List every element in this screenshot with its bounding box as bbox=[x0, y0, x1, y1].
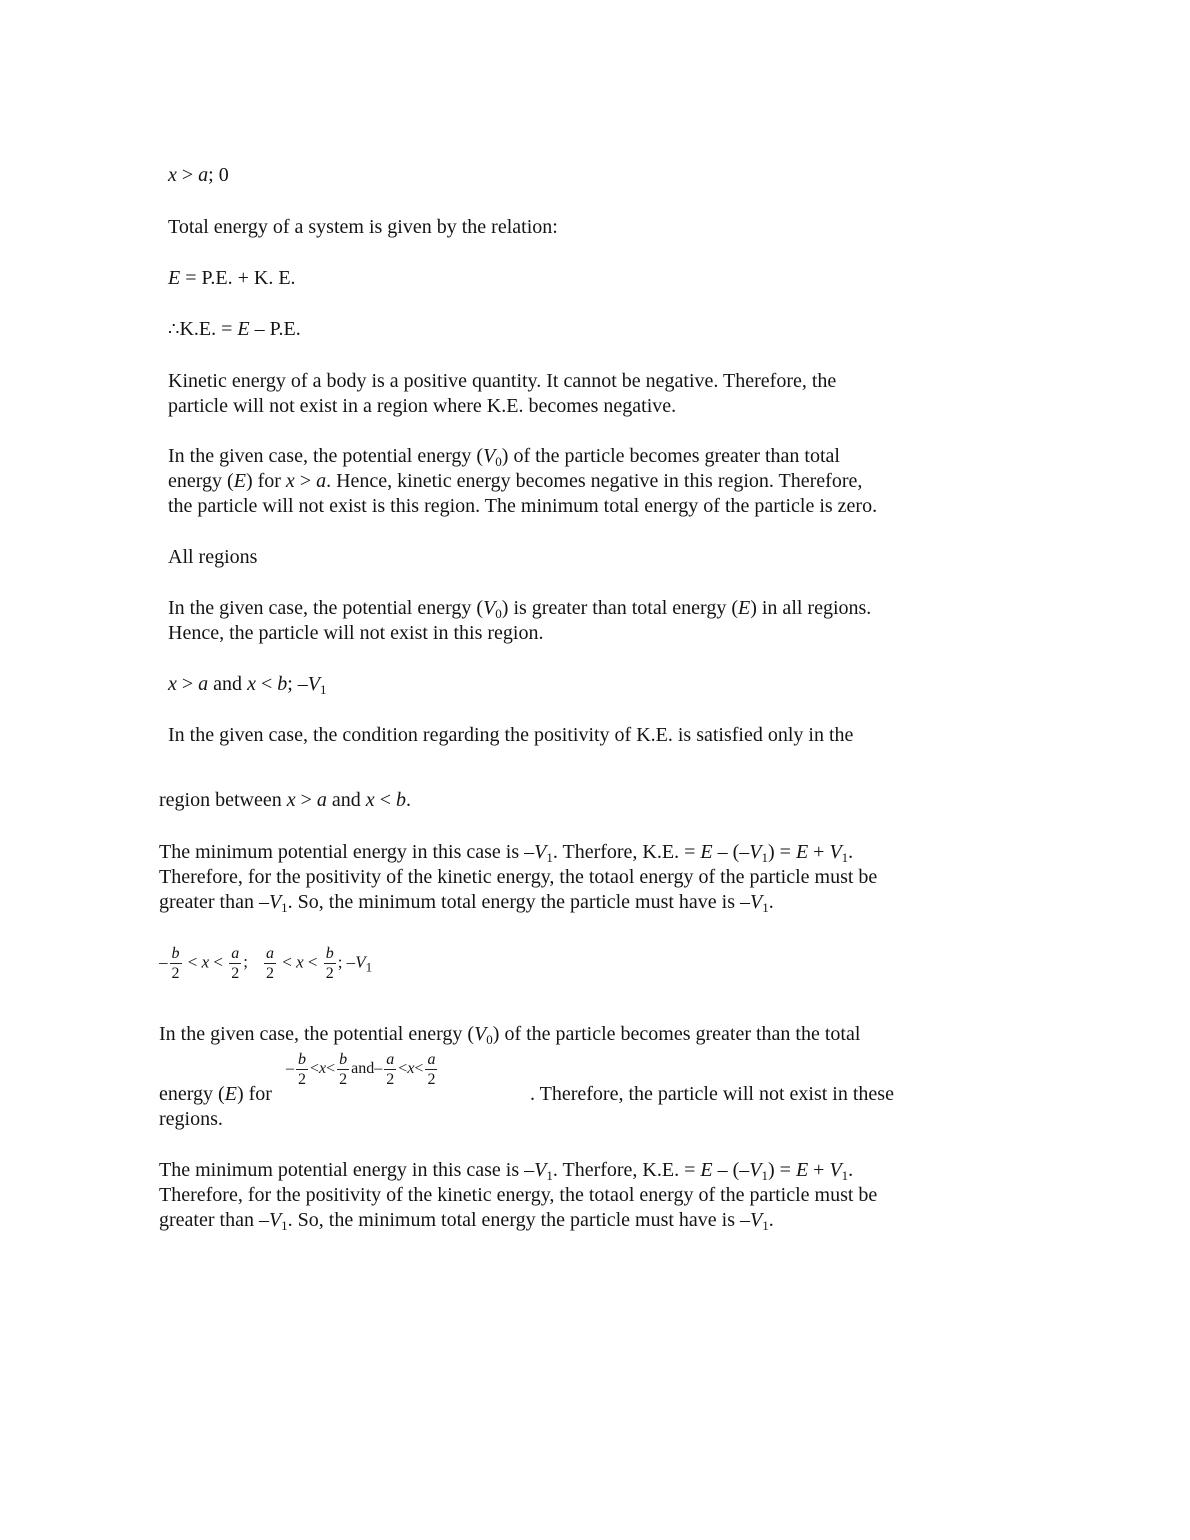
fraction-b-over-2 bbox=[170, 944, 182, 983]
text-span: The minimum potential energy in this case is – bbox=[159, 841, 535, 863]
fraction-numerator: a bbox=[427, 1051, 436, 1068]
var-b: b bbox=[395, 789, 406, 811]
text-span: + bbox=[808, 1159, 830, 1181]
text-span: . Hence, kinetic energy becomes negative in this region. Therefore, bbox=[326, 470, 863, 492]
fraction-denominator: 2 bbox=[298, 1071, 306, 1088]
fraction-numerator: a bbox=[265, 945, 274, 962]
subscript: 1 bbox=[546, 1168, 553, 1183]
minus: – bbox=[286, 1060, 294, 1078]
fraction-numerator: b bbox=[171, 945, 180, 962]
text-line: Hence, the particle will not exist in this region. bbox=[168, 622, 544, 644]
relation: > bbox=[295, 789, 317, 811]
text-span: energy ( bbox=[168, 470, 234, 492]
text-line: Therefore, for the positivity of the kinetic energy, the totaol energy of the particle must be bbox=[159, 866, 878, 888]
text-span: . bbox=[848, 1159, 854, 1181]
separator: ; bbox=[208, 164, 219, 186]
var-e: E bbox=[224, 1083, 237, 1105]
var-e: E bbox=[795, 841, 809, 863]
fraction-numerator: a bbox=[386, 1051, 395, 1068]
case-4-line-2-right: . Therefore, the particle will not exist in these bbox=[530, 1083, 894, 1105]
relation: < bbox=[310, 1060, 320, 1078]
paragraph-case-2 bbox=[168, 596, 871, 646]
text-span: . Therfore, K.E. = bbox=[552, 841, 701, 863]
case-4-line-2-left bbox=[159, 1082, 272, 1107]
relation: < bbox=[374, 789, 396, 811]
paragraph-min-potential-2 bbox=[159, 1158, 877, 1233]
text-span: ) for bbox=[236, 1083, 272, 1105]
text-line bbox=[168, 444, 877, 469]
subscript: 1 bbox=[761, 1168, 768, 1183]
equation-total-energy bbox=[168, 266, 296, 291]
var-x: x bbox=[319, 1060, 327, 1078]
var-x: x bbox=[201, 952, 210, 972]
fraction-a-over-2 bbox=[425, 1050, 437, 1089]
region-answer-2: All regions bbox=[168, 546, 258, 568]
text-span: In the given case, the potential energy ( bbox=[168, 445, 484, 467]
var-x: x bbox=[168, 164, 177, 186]
relation: > bbox=[176, 164, 199, 186]
relation: < bbox=[209, 952, 228, 972]
fraction-b-over-2 bbox=[296, 1050, 308, 1089]
var-e: E bbox=[795, 1159, 809, 1181]
text-span: and bbox=[208, 673, 248, 695]
text-line bbox=[159, 1158, 877, 1183]
text-span: . Therfore, K.E. = bbox=[552, 1159, 701, 1181]
subscript: 1 bbox=[281, 1218, 288, 1233]
text-line bbox=[168, 596, 871, 621]
var-e: E bbox=[233, 470, 246, 492]
subscript: 0 bbox=[495, 606, 502, 621]
subscript: 1 bbox=[841, 850, 849, 865]
var-v: V bbox=[749, 841, 762, 863]
var-v: V bbox=[474, 1023, 487, 1045]
subscript: 1 bbox=[281, 900, 288, 915]
case-4-line-1 bbox=[159, 1022, 860, 1047]
minus: – bbox=[297, 673, 308, 695]
fraction-denominator: 2 bbox=[386, 1071, 395, 1088]
var-e: E bbox=[168, 267, 181, 289]
text-line: the particle will not exist is this region. The minimum total energy of the particle is zero. bbox=[168, 495, 878, 517]
var-e: E bbox=[700, 1159, 713, 1181]
var-v: V bbox=[749, 1159, 762, 1181]
text-line bbox=[159, 890, 877, 915]
text-span: In the given case, the potential energy ( bbox=[159, 1023, 475, 1045]
var-v: V bbox=[750, 1209, 763, 1231]
energy-value: 0 bbox=[218, 164, 229, 186]
var-v: V bbox=[534, 841, 547, 863]
case-3-text-part-1: In the given case, the condition regarding the positivity of K.E. is satisfied only in the bbox=[168, 724, 854, 746]
text-span: region between bbox=[159, 789, 287, 811]
region-answer-4 bbox=[159, 944, 372, 983]
subscript: 1 bbox=[841, 1168, 849, 1183]
therefore-symbol: ∴ bbox=[168, 319, 180, 339]
minus: – bbox=[159, 952, 168, 972]
equation-rhs: = P.E. + K. E. bbox=[180, 267, 296, 289]
text-span: ) of the particle becomes greater than the total bbox=[492, 1023, 861, 1045]
text-span: . bbox=[768, 891, 774, 913]
text-span: . bbox=[768, 1209, 774, 1231]
fraction-b-over-2 bbox=[324, 944, 336, 983]
text-span: . bbox=[405, 789, 411, 811]
minus: – bbox=[374, 1060, 383, 1078]
text-span: In the given case, the potential energy ( bbox=[168, 597, 484, 619]
text-line bbox=[168, 469, 877, 494]
relation: > bbox=[294, 470, 317, 492]
case-4-inequality bbox=[286, 1050, 439, 1089]
fraction-numerator: b bbox=[339, 1051, 348, 1068]
var-a: a bbox=[316, 470, 327, 492]
fraction-a-over-2 bbox=[264, 944, 276, 983]
separator: ; bbox=[243, 952, 248, 972]
var-v: V bbox=[483, 445, 496, 467]
text-span: and bbox=[351, 1060, 375, 1078]
separator: ; bbox=[287, 673, 298, 695]
equation-kinetic-energy bbox=[168, 317, 301, 342]
region-answer-3 bbox=[168, 672, 327, 697]
var-v: V bbox=[355, 952, 366, 972]
var-x: x bbox=[365, 789, 375, 811]
text-span: – (– bbox=[712, 1159, 750, 1181]
var-x: x bbox=[296, 952, 304, 972]
text-span: and bbox=[326, 789, 366, 811]
var-v: V bbox=[534, 1159, 547, 1181]
subscript: 1 bbox=[762, 1218, 769, 1233]
subscript: 1 bbox=[320, 682, 327, 697]
relation: < bbox=[414, 1060, 424, 1078]
paragraph-case-1 bbox=[168, 444, 877, 519]
var-x: x bbox=[285, 470, 295, 492]
var-x: x bbox=[407, 1060, 415, 1078]
text-span: ) is greater than total energy ( bbox=[501, 597, 738, 619]
fraction-numerator: b bbox=[298, 1051, 306, 1068]
fraction-numerator: b bbox=[325, 945, 334, 962]
fraction-denominator: 2 bbox=[325, 965, 334, 982]
var-v: V bbox=[750, 891, 763, 913]
relation: < bbox=[398, 1060, 408, 1078]
fraction-denominator: 2 bbox=[231, 965, 240, 982]
text-span: . So, the minimum total energy the particle must have is – bbox=[287, 1209, 750, 1231]
text-span: energy ( bbox=[159, 1083, 225, 1105]
var-v: V bbox=[268, 1209, 282, 1231]
text-span: . So, the minimum total energy the particle must have is – bbox=[287, 891, 750, 913]
case-3-text-part-2 bbox=[159, 788, 411, 813]
var-e: E bbox=[237, 318, 250, 340]
total-energy-intro: Total energy of a system is given by the relation: bbox=[168, 216, 558, 238]
text-span: . bbox=[848, 841, 854, 863]
text-span: ) of the particle becomes greater than total bbox=[501, 445, 840, 467]
var-x: x bbox=[286, 789, 296, 811]
subscript: 1 bbox=[546, 850, 553, 865]
var-a: a bbox=[198, 673, 209, 695]
var-b: b bbox=[277, 673, 288, 695]
separator: ; – bbox=[337, 952, 356, 972]
fraction-a-over-2 bbox=[384, 1050, 396, 1089]
var-e: E bbox=[738, 597, 751, 619]
text-span: greater than – bbox=[159, 1209, 269, 1231]
subscript: 1 bbox=[761, 850, 768, 865]
text-line: particle will not exist in a region where K.E. becomes negative. bbox=[168, 395, 677, 417]
case-4-line-3: regions. bbox=[159, 1108, 223, 1130]
relation: < bbox=[183, 952, 202, 972]
text-span: greater than – bbox=[159, 891, 269, 913]
relation: < bbox=[277, 952, 297, 972]
text-line: Kinetic energy of a body is a positive quantity. It cannot be negative. Therefore, the bbox=[168, 370, 837, 392]
subscript: 0 bbox=[486, 1032, 493, 1047]
paragraph-ke-positive bbox=[168, 369, 836, 419]
var-v: V bbox=[268, 891, 282, 913]
var-x: x bbox=[168, 673, 177, 695]
paragraph-min-potential-1 bbox=[159, 840, 877, 915]
relation: < bbox=[255, 673, 278, 695]
relation: < bbox=[326, 1060, 336, 1078]
fraction-denominator: 2 bbox=[427, 1071, 436, 1088]
text-span: ) = bbox=[767, 1159, 796, 1181]
text-line bbox=[159, 1208, 877, 1233]
subscript: 0 bbox=[495, 454, 502, 469]
var-v: V bbox=[829, 841, 842, 863]
equation-lhs: K.E. = bbox=[179, 318, 238, 340]
fraction-denominator: 2 bbox=[339, 1071, 348, 1088]
text-span: ) = bbox=[767, 841, 796, 863]
text-line bbox=[159, 840, 877, 865]
region-answer-1 bbox=[168, 163, 229, 188]
text-span: ) in all regions. bbox=[750, 597, 872, 619]
text-span: – (– bbox=[712, 841, 750, 863]
relation: < bbox=[303, 952, 322, 972]
fraction-b-over-2 bbox=[337, 1050, 349, 1089]
text-line: Therefore, for the positivity of the kinetic energy, the totaol energy of the particle must be bbox=[159, 1184, 878, 1206]
var-a: a bbox=[198, 164, 209, 186]
subscript: 1 bbox=[762, 900, 769, 915]
fraction-denominator: 2 bbox=[265, 965, 274, 982]
fraction-numerator: a bbox=[231, 945, 240, 962]
var-v: V bbox=[307, 673, 321, 695]
var-e: E bbox=[700, 841, 713, 863]
var-v: V bbox=[829, 1159, 842, 1181]
equation-rhs: – P.E. bbox=[249, 318, 301, 340]
relation: > bbox=[176, 673, 199, 695]
var-v: V bbox=[483, 597, 496, 619]
fraction-denominator: 2 bbox=[171, 965, 180, 982]
fraction-a-over-2 bbox=[229, 944, 241, 983]
text-span: ) for bbox=[245, 470, 286, 492]
var-a: a bbox=[316, 789, 327, 811]
subscript: 1 bbox=[365, 959, 373, 975]
text-span: + bbox=[808, 841, 830, 863]
text-span: The minimum potential energy in this case is – bbox=[159, 1159, 535, 1181]
var-x: x bbox=[247, 673, 256, 695]
